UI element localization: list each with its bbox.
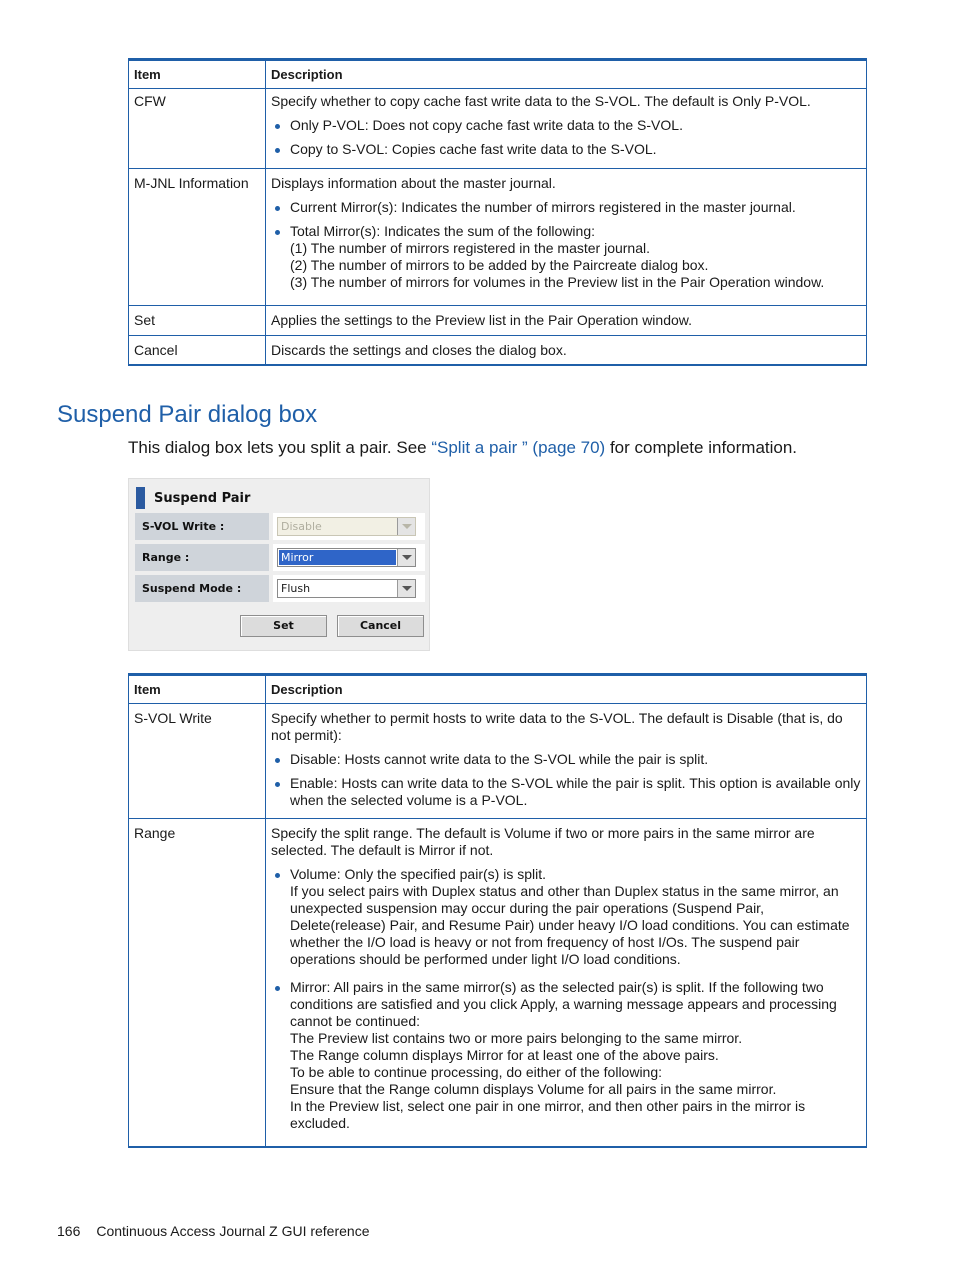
- page-number: 166: [57, 1223, 81, 1239]
- item-cell: S-VOL Write: [129, 704, 266, 819]
- range-field: [273, 544, 425, 571]
- list-item: Copy to S-VOL: Copies cache fast write data to the S-VOL.: [290, 141, 861, 158]
- description-cell: [266, 89, 867, 169]
- table-row: [129, 89, 867, 169]
- dialog-title: Suspend Pair: [154, 491, 251, 506]
- list-item: [290, 223, 861, 291]
- table-header-item: Item: [129, 675, 266, 704]
- chevron-down-icon[interactable]: [397, 580, 415, 597]
- item-cell: CFW: [129, 89, 266, 169]
- section-title: Suspend Pair dialog box: [57, 401, 318, 428]
- suspend-mode-field: [273, 575, 425, 602]
- bullet-list: [271, 866, 861, 1132]
- title-bar-marker: [136, 487, 145, 509]
- list-item-text: Mirror: All pairs in the same mirror(s) as the selected pair(s) is split. If the following two conditions are satisfied and you click Apply, a warning message appears and processing cannot be continued:: [290, 979, 837, 1029]
- table-header-description: Description: [266, 675, 867, 704]
- chevron-down-icon[interactable]: [397, 549, 415, 566]
- list-item: Disable: Hosts cannot write data to the S-VOL while the pair is split.: [290, 751, 861, 768]
- intro-text-end: for complete information.: [605, 438, 798, 457]
- footer-text: Continuous Access Journal Z GUI reference: [96, 1223, 370, 1239]
- chevron-down-icon[interactable]: [397, 518, 415, 535]
- list-item-text: Total Mirror(s): Indicates the sum of the following:: [290, 223, 596, 239]
- item-cell: Set: [129, 306, 266, 336]
- suspend-mode-select[interactable]: [277, 579, 416, 598]
- table-row: [129, 169, 867, 306]
- table-header-description: Description: [266, 60, 867, 89]
- table-row: [129, 306, 867, 336]
- description-cell: Applies the settings to the Preview list in the Pair Operation window.: [266, 306, 867, 336]
- description-text: Displays information about the master journal.: [271, 175, 556, 191]
- item-cell: Range: [129, 819, 266, 1148]
- svol-write-field: [273, 513, 425, 540]
- list-item: Only P-VOL: Does not copy cache fast write data to the S-VOL.: [290, 117, 861, 134]
- table-row: [129, 336, 867, 366]
- note-text: Ensure that the Range column displays Volume for all pairs in the same mirror.: [290, 1081, 777, 1097]
- note-text: To be able to continue processing, do either of the following:: [290, 1064, 663, 1080]
- range-value: Mirror: [281, 551, 314, 564]
- note-text: The Preview list contains two or more pairs belonging to the same mirror.: [290, 1030, 743, 1046]
- description-cell: [266, 169, 867, 306]
- sub-item: (1) The number of mirrors registered in the master journal.: [290, 240, 650, 256]
- range-label: Range :: [135, 544, 269, 571]
- suspend-mode-label: Suspend Mode :: [135, 575, 269, 602]
- set-button[interactable]: Set: [240, 615, 327, 637]
- description-cell: [266, 819, 867, 1148]
- sub-item: (2) The number of mirrors to be added by the Paircreate dialog box.: [290, 257, 709, 273]
- table-row: [129, 704, 867, 819]
- page-footer: [57, 1223, 370, 1239]
- description-text: Specify whether to copy cache fast write data to the S-VOL. The default is Only P-VOL.: [271, 93, 811, 109]
- item-cell: M-JNL Information: [129, 169, 266, 306]
- note-text: In the Preview list, select one pair in one mirror, and then other pairs in the mirror is excluded.: [290, 1098, 806, 1131]
- table-row: [129, 819, 867, 1148]
- range-select[interactable]: [277, 548, 416, 567]
- bullet-list: [271, 751, 861, 809]
- note-text: The Range column displays Mirror for at least one of the above pairs.: [290, 1047, 719, 1063]
- list-item: [290, 866, 861, 968]
- sub-item: (3) The number of mirrors for volumes in the Preview list in the Pair Operation window.: [290, 274, 825, 290]
- bullet-list: [271, 117, 861, 158]
- intro-text: This dialog box lets you split a pair. See: [128, 438, 432, 457]
- suspend-pair-dialog: [128, 478, 430, 651]
- description-text: Specify whether to permit hosts to write data to the S-VOL. The default is Disable (that is, do not permit):: [271, 710, 843, 743]
- suspend-pair-table: [128, 673, 867, 1148]
- svol-write-select[interactable]: [277, 517, 416, 536]
- list-item: [290, 979, 861, 1132]
- item-cell: Cancel: [129, 336, 266, 366]
- table-header-item: Item: [129, 60, 266, 89]
- note-text: If you select pairs with Duplex status and other than Duplex status in the same mirror, an unexpected suspension may occur during the pair operations (Suspend Pair, Delete(release) Pair, and Resume Pair) under heavy I/O load conditions. You can estimate whether the I/O load is heavy or not from frequency of host I/Os. The suspend pair operations should be performed under light I/O load conditions.: [290, 883, 850, 967]
- svol-write-value: Disable: [281, 520, 322, 533]
- svol-write-label: S-VOL Write :: [135, 513, 269, 540]
- intro-paragraph: [128, 438, 797, 458]
- list-item: Enable: Hosts can write data to the S-VOL while the pair is split. This option is available only when the selected volume is a P-VOL.: [290, 775, 861, 808]
- page-link[interactable]: “Split a pair ” (page 70): [431, 438, 606, 457]
- list-item-text: Volume: Only the specified pair(s) is split.: [290, 866, 546, 882]
- settings-table: [128, 58, 867, 366]
- suspend-mode-value: Flush: [281, 582, 311, 595]
- cancel-button[interactable]: Cancel: [337, 615, 424, 637]
- description-text: Specify the split range. The default is Volume if two or more pairs in the same mirror are selected. The default is Mirror if not.: [271, 825, 815, 858]
- description-cell: Discards the settings and closes the dialog box.: [266, 336, 867, 366]
- description-cell: [266, 704, 867, 819]
- bullet-list: [271, 199, 861, 291]
- list-item: Current Mirror(s): Indicates the number of mirrors registered in the master journal.: [290, 199, 861, 216]
